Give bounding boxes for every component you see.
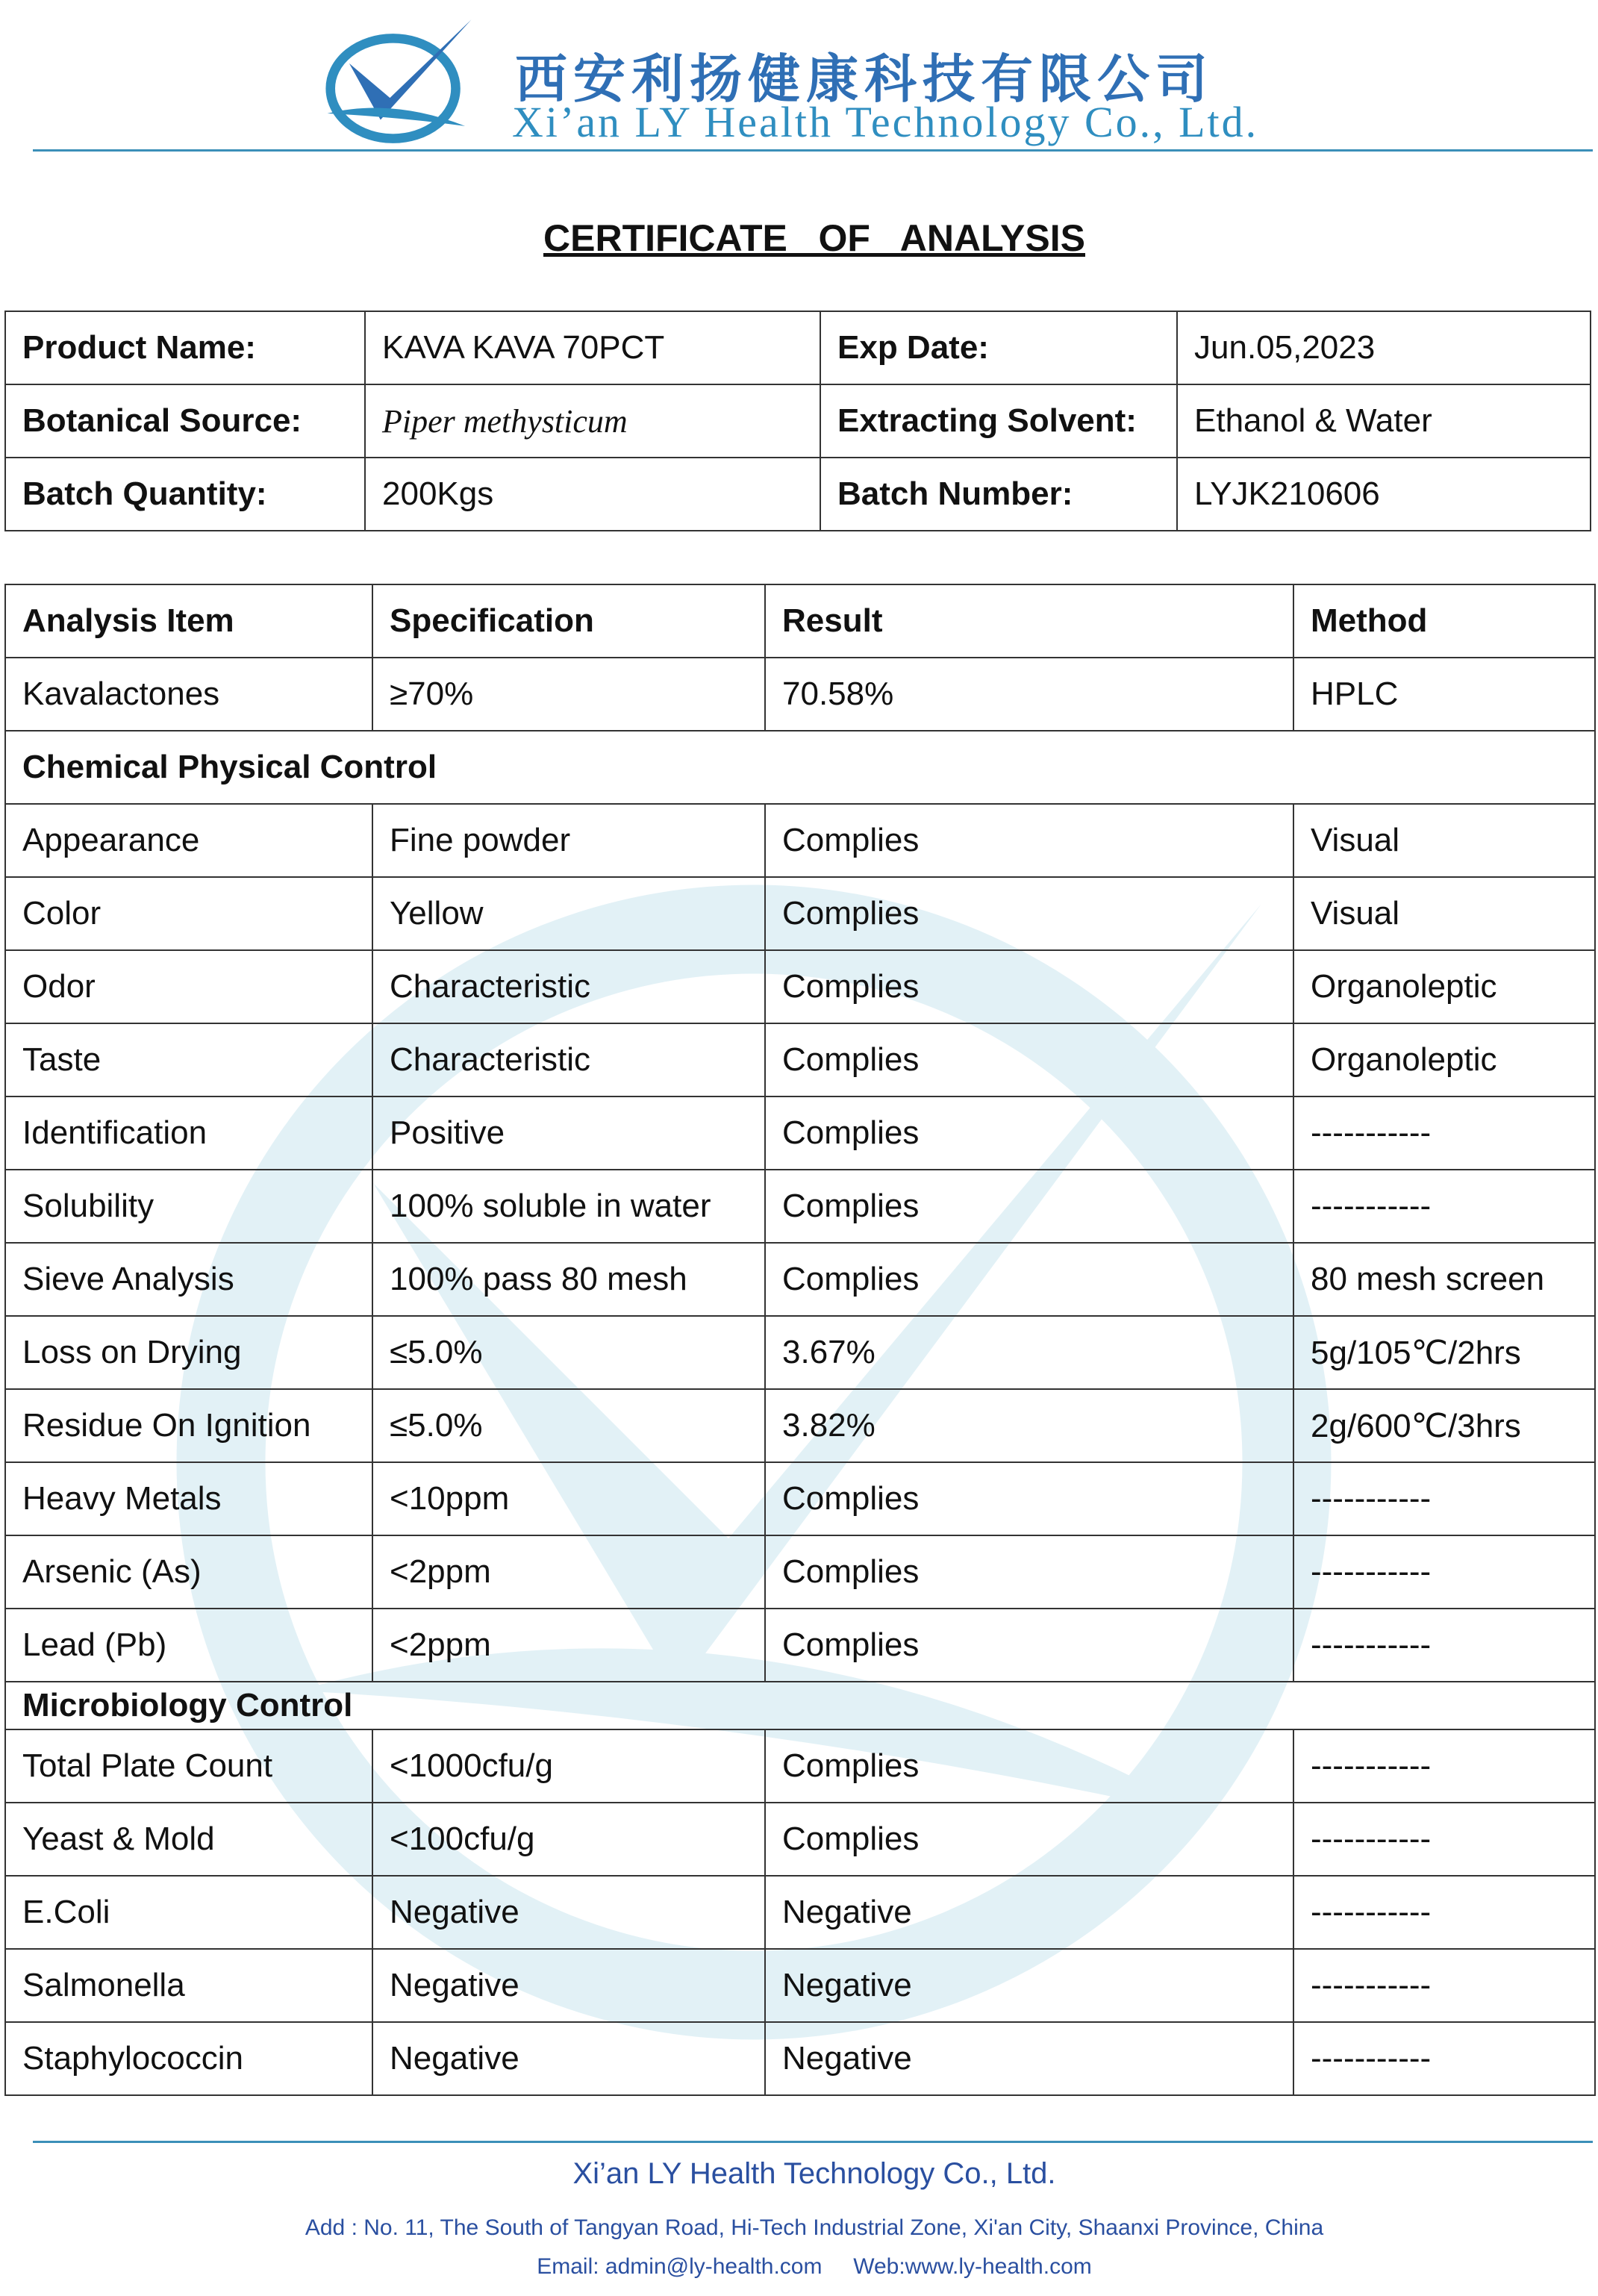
cell-item: Loss on Drying [5,1316,372,1389]
table-row [5,1876,1595,1949]
cell-method: 80 mesh screen [1293,1243,1595,1316]
cell-specification: <2ppm [372,1535,765,1609]
cell-method: Visual [1293,877,1595,950]
product-name-value: KAVA KAVA 70PCT [365,311,820,384]
cell-item: Staphylococcin [5,2022,372,2095]
cell-method: Organoleptic [1293,950,1595,1023]
cell-result: 3.82% [765,1389,1293,1462]
batch-quantity-value: 200Kgs [365,458,820,531]
cell-specification: <2ppm [372,1609,765,1682]
cell-method: ----------- [1293,1729,1595,1803]
analysis-table [4,584,1596,2096]
cell-item: Identification [5,1096,372,1170]
exp-date-label: Exp Date: [820,311,1177,384]
table-row [5,1535,1595,1609]
cell-specification: <1000cfu/g [372,1729,765,1803]
cell-result: Complies [765,1535,1293,1609]
analysis-header-row [5,584,1595,658]
cell-item: Solubility [5,1170,372,1243]
cell-item: Lead (Pb) [5,1609,372,1682]
product-info-table [4,311,1591,531]
header-result: Result [765,584,1293,658]
table-row [5,804,1595,877]
cell-result: Complies [765,1609,1293,1682]
cell-specification: <100cfu/g [372,1803,765,1876]
table-row [5,1243,1595,1316]
cell-method: ----------- [1293,1803,1595,1876]
cell-result: Complies [765,877,1293,950]
footer-divider [33,2141,1593,2143]
assay-method: HPLC [1293,658,1595,731]
table-row [5,1609,1595,1682]
cell-specification: 100% soluble in water [372,1170,765,1243]
cell-result: Negative [765,2022,1293,2095]
table-row [5,877,1595,950]
cell-result: Complies [765,1803,1293,1876]
cell-method: Organoleptic [1293,1023,1595,1096]
company-name-chinese: 西安利扬健康科技有限公司 [515,49,1214,110]
assay-item: Kavalactones [5,658,372,731]
header-specification: Specification [372,584,765,658]
extracting-solvent-value: Ethanol & Water [1177,384,1591,458]
cell-method: ----------- [1293,1535,1595,1609]
cell-item: Odor [5,950,372,1023]
cell-specification: Yellow [372,877,765,950]
cell-result: Complies [765,1462,1293,1535]
exp-date-value: Jun.05,2023 [1177,311,1591,384]
cell-specification: Negative [372,2022,765,2095]
cell-method: ----------- [1293,1170,1595,1243]
cell-method: ----------- [1293,2022,1595,2095]
product-name-label: Product Name: [5,311,365,384]
cell-item: Arsenic (As) [5,1535,372,1609]
cell-item: Taste [5,1023,372,1096]
footer-email: Email: admin@ly-health.com [537,2254,823,2279]
table-row [5,1803,1595,1876]
cell-item: Color [5,877,372,950]
header-divider [33,149,1593,152]
micro-section-title: Microbiology Control [5,1682,1595,1729]
cell-specification: <10ppm [372,1462,765,1535]
cell-item: Heavy Metals [5,1462,372,1535]
batch-number-label: Batch Number: [820,458,1177,531]
chem-section-title: Chemical Physical Control [5,731,1595,804]
product-info-row [5,384,1591,458]
table-row [5,950,1595,1023]
botanical-source-value: Piper methysticum [365,384,820,458]
assay-row [5,658,1595,731]
cell-specification: ≤5.0% [372,1316,765,1389]
cell-method: ----------- [1293,1949,1595,2022]
cell-item: Total Plate Count [5,1729,372,1803]
cell-specification: Fine powder [372,804,765,877]
cell-result: 3.67% [765,1316,1293,1389]
cell-result: Complies [765,950,1293,1023]
table-row [5,1170,1595,1243]
letterhead [0,0,1598,157]
table-row [5,1389,1595,1462]
document-title: CERTIFICATE OF ANALYSIS [543,217,1085,259]
cell-item: Salmonella [5,1949,372,2022]
cell-specification: Negative [372,1949,765,2022]
cell-item: Yeast & Mold [5,1803,372,1876]
assay-specification: ≥70% [372,658,765,731]
footer-contact [0,2254,1598,2280]
cell-specification: 100% pass 80 mesh [372,1243,765,1316]
cell-result: Complies [765,1170,1293,1243]
cell-result: Negative [765,1949,1293,2022]
footer-address: Add : No. 11, The South of Tangyan Road, Hi-Tech Industrial Zone, Xi'an City, Shaanxi Province, China [305,2215,1324,2240]
cell-result: Negative [765,1876,1293,1949]
cell-specification: Characteristic [372,1023,765,1096]
cell-result: Complies [765,1243,1293,1316]
cell-result: Complies [765,1096,1293,1170]
assay-result: 70.58% [765,658,1293,731]
cell-item: Sieve Analysis [5,1243,372,1316]
botanical-source-label: Botanical Source: [5,384,365,458]
ly-health-logo-icon [321,16,478,145]
cell-method: ----------- [1293,1462,1595,1535]
table-row [5,1949,1595,2022]
cell-specification: Negative [372,1876,765,1949]
table-row [5,1729,1595,1803]
cell-method: 5g/105℃/2hrs [1293,1316,1595,1389]
cell-item: E.Coli [5,1876,372,1949]
cell-specification: ≤5.0% [372,1389,765,1462]
cell-item: Appearance [5,804,372,877]
batch-number-value: LYJK210606 [1177,458,1591,531]
table-row [5,1316,1595,1389]
table-row [5,1096,1595,1170]
cell-method: 2g/600℃/3hrs [1293,1389,1595,1462]
cell-method: ----------- [1293,1876,1595,1949]
extracting-solvent-label: Extracting Solvent: [820,384,1177,458]
footer-company: Xi’an LY Health Technology Co., Ltd. [572,2157,1056,2190]
table-row [5,1462,1595,1535]
cell-result: Complies [765,1729,1293,1803]
cell-method: Visual [1293,804,1595,877]
table-row [5,1023,1595,1096]
company-name-english: Xi’an LY Health Technology Co., Ltd. [512,98,1259,146]
chem-section-row [5,731,1595,804]
cell-method: ----------- [1293,1609,1595,1682]
cell-item: Residue On Ignition [5,1389,372,1462]
micro-section-row [5,1682,1595,1729]
product-info-row [5,311,1591,384]
header-method: Method [1293,584,1595,658]
cell-specification: Positive [372,1096,765,1170]
cell-method: ----------- [1293,1096,1595,1170]
table-row [5,2022,1595,2095]
product-info-row [5,458,1591,531]
batch-quantity-label: Batch Quantity: [5,458,365,531]
header-analysis-item: Analysis Item [5,584,372,658]
cell-result: Complies [765,804,1293,877]
footer-web: Web:www.ly-health.com [853,2254,1092,2279]
cell-specification: Characteristic [372,950,765,1023]
cell-result: Complies [765,1023,1293,1096]
